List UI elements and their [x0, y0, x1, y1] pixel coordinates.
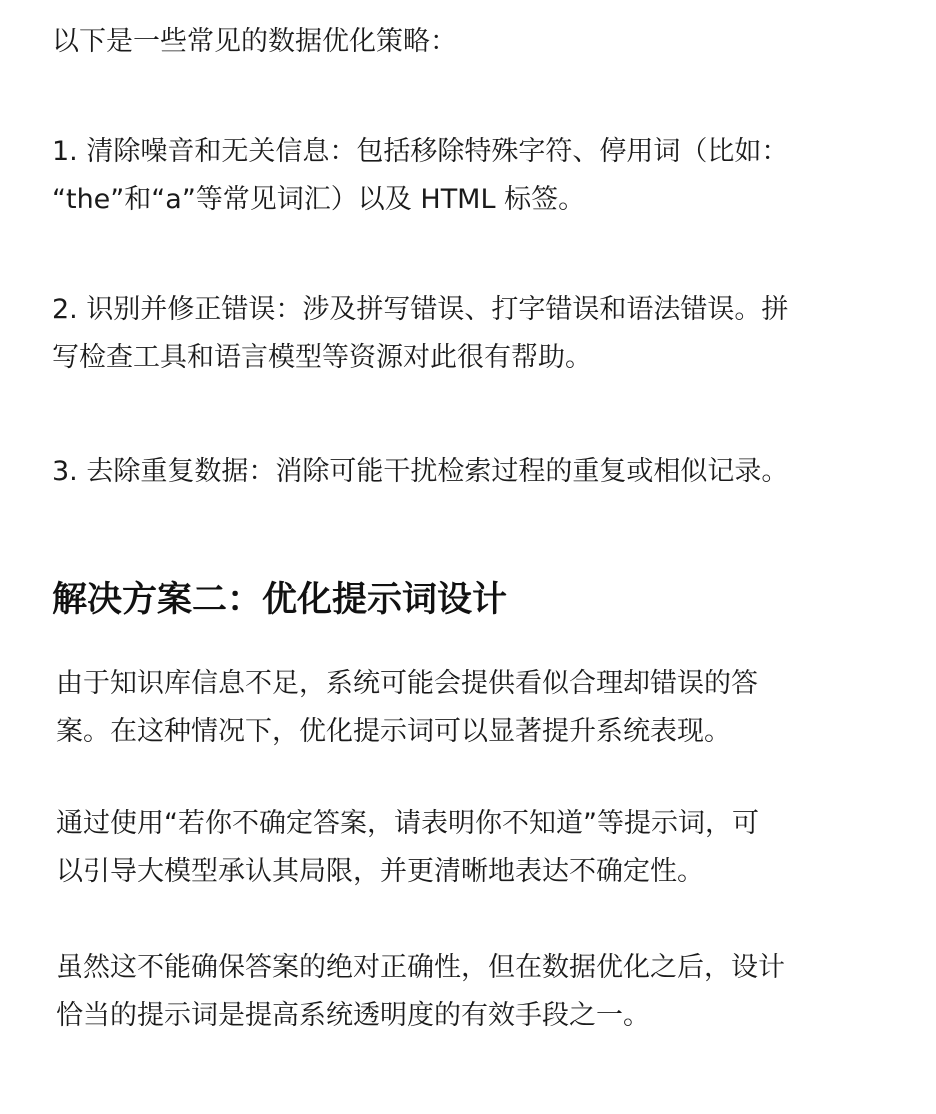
paragraph-line: 恰当的提示词是提高系统透明度的有效手段之一。 [56, 1000, 650, 1031]
section-heading: 解决方案二：优化提示词设计 [52, 580, 508, 620]
paragraph-prompt-example [56, 800, 759, 896]
paragraph-line: 以引导大模型承认其局限，并更清晰地表达不确定性。 [56, 856, 704, 887]
paragraph-line: 虽然这不能确保答案的绝对正确性，但在数据优化之后，设计 [56, 952, 785, 983]
intro-text [52, 18, 457, 66]
list-item-fix-errors [52, 286, 788, 382]
list-item-line: 写检查工具和语言模型等资源对此很有帮助。 [52, 342, 592, 373]
paragraph-line: 通过使用“若你不确定答案，请表明你不知道”等提示词，可 [56, 808, 759, 839]
paragraph-line: 由于知识库信息不足，系统可能会提供看似合理却错误的答 [56, 668, 758, 699]
intro-line: 以下是一些常见的数据优化策略： [52, 26, 457, 57]
list-item-line: 1. 清除噪音和无关信息：包括移除特殊字符、停用词（比如： [52, 136, 789, 167]
paragraph-transparency [56, 944, 785, 1040]
list-item-clean-noise [52, 128, 788, 224]
paragraph-line: 案。在这种情况下，优化提示词可以显著提升系统表现。 [56, 716, 731, 747]
list-item-line: 3. 去除重复数据：消除可能干扰检索过程的重复或相似记录。 [52, 456, 789, 487]
list-item-dedupe [52, 448, 788, 496]
list-item-line: “the”和“a”等常见词汇）以及 HTML 标签。 [52, 184, 586, 215]
list-item-line: 2. 识别并修正错误：涉及拼写错误、打字错误和语法错误。拼 [52, 294, 789, 325]
paragraph-knowledge-gap [56, 660, 758, 756]
